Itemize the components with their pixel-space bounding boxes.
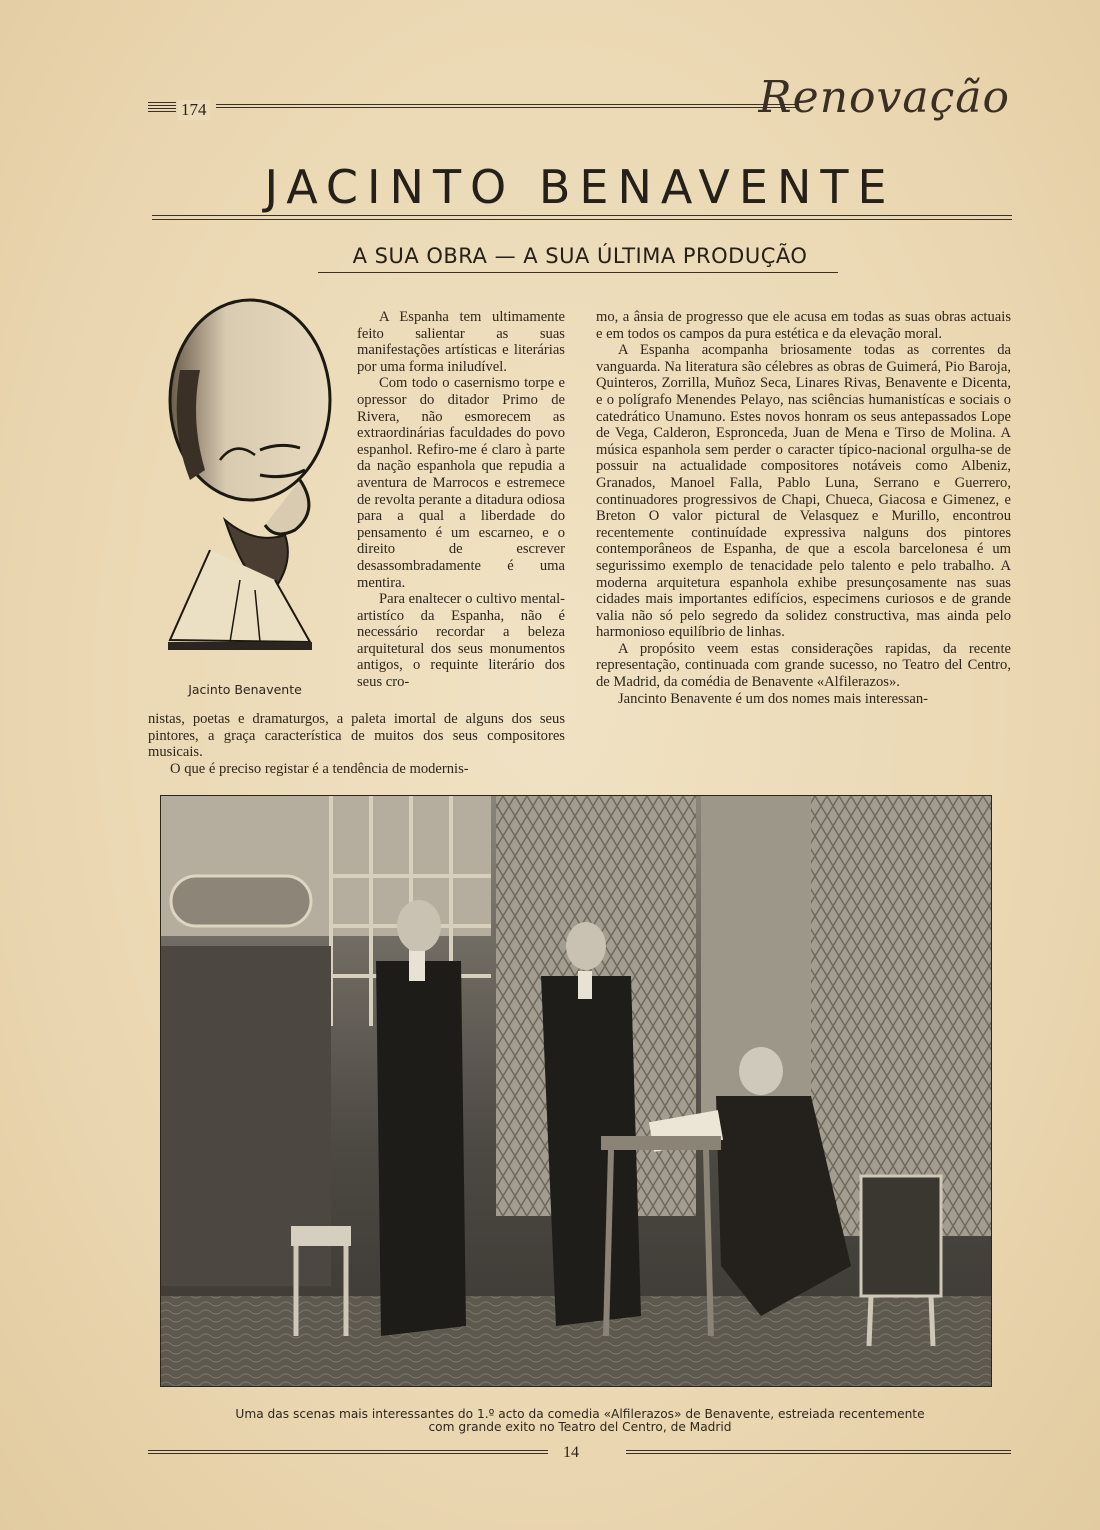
paragraph: mo, a ânsia de progresso que ele acusa em todas as suas obras actuais e em todos os campos da pura estética e da elevação moral. bbox=[596, 309, 1011, 342]
column-2 bbox=[596, 309, 1011, 707]
paragraph: Jancinto Benavente é um dos nomes mais interessan- bbox=[618, 690, 929, 707]
page-number: 174 bbox=[178, 100, 210, 120]
sheet-number: 14 bbox=[563, 1444, 579, 1461]
masthead-logo: Renovação bbox=[758, 72, 1010, 123]
column-1-narrow bbox=[357, 309, 565, 691]
paragraph: A Espanha tem ultimamente feito salientar as suas manifestações artísticas e literárias por uma forma iniludível. bbox=[357, 309, 565, 375]
photo-caption-line-1: Uma das scenas mais interessantes do 1.º acto da comedia «Alfilerazos» de Benavente, estreiada recentemente bbox=[235, 1407, 925, 1421]
header-rule-left bbox=[148, 102, 176, 106]
footer-rule-right bbox=[626, 1450, 1011, 1454]
subtitle-rule bbox=[318, 272, 838, 273]
photo-caption bbox=[190, 1408, 970, 1434]
header-rule-right bbox=[216, 104, 796, 108]
header-rule-left-2 bbox=[148, 108, 176, 112]
paragraph: Para enaltecer o cultivo mental-artistíco da Espanha, não é necessário recordar a beleza arquitetural dos seus monumentos antigos, o requinte literário dos seus cro- bbox=[357, 591, 565, 691]
paragraph: nistas, poetas e dramaturgos, a paleta imortal de alguns dos seus pintores, a graça característica de muitos dos seus compositores musicais. bbox=[148, 711, 565, 761]
article-title: JACINTO BENAVENTE bbox=[264, 160, 896, 214]
footer-rule-left bbox=[148, 1450, 548, 1454]
theatre-scene-photo bbox=[160, 795, 992, 1387]
paragraph: A Espanha acompanha briosamente todas as correntes da vanguarda. Na literatura são célebres as obras de Guimerá, Pio Baroja, Quinteros, Zorrilla, Muñoz Seca, Linares Rivas, Benavente e Dicenta, e o polígrafo Menendes Pelayo, nas sciências humanistícas e sociais o catedrático Unamuno. Estes novos honram os seus antepassados Lope de Vega, Calderon, Espronceda, Juan de Mena e Tirso de Molina. A música espanhola sem perder o caracter típico-nacional orgulha-se de possuir na actualidade compositores notáveis como Albeniz, Granados, Manoel Falla, Pablo Luna, Serrano e Guerrero, continuadores progressivos de Chapi, Chueca, Giacosa e Gimenez, e Breton O valor pictural de Velasquez e Murillo, encontrou recentemente continuídade expressiva nalguns dos pintores contemporâneos de Espanha, de que a escola barcelonesa é um segurissimo exemplo de tenacidade pelo talento e pelo trabalho. A moderna arquitetura espanhola exhibe presunçosamente nas suas cidades mais importantes edifícios, especimens curiosos e de grande valia não só pelo segredo da solidez constructiva, mas ainda pelo harmonioso equilíbrio de linhas. bbox=[596, 342, 1011, 641]
column-1-continuation bbox=[148, 711, 565, 777]
paragraph: A propósito veem estas considerações rapidas, da recente representação, continuada com grande sucesso, no Teatro del Centro, de Madrid, da comédia de Benavente «Alfilerazos». bbox=[596, 640, 1011, 691]
caricature-drawing bbox=[150, 290, 340, 670]
title-rule bbox=[152, 215, 1012, 216]
page-footer bbox=[148, 1444, 1013, 1464]
paragraph: O que é preciso registar é a tendência de modernis- bbox=[170, 760, 469, 777]
page-header bbox=[148, 72, 1010, 130]
title-rule-2 bbox=[152, 219, 1012, 220]
caricature-caption: Jacinto Benavente bbox=[188, 682, 302, 697]
article-subtitle: A SUA OBRA — A SUA ÚLTIMA PRODUÇÃO bbox=[352, 244, 808, 268]
paragraph: Com todo o casernismo torpe e opressor do ditador Primo de Rivera, não esmorecem as extraordinárias faculdades do povo espanhol. Refiro-me é claro à parte da nação espanhola que repudia a aventura de Marrocos e estremece de revolta perante a ditadura odiosa para a qual a liberdade do pensamento é um escarneo, e o direito de escrever desassombradamente é uma mentira. bbox=[357, 375, 565, 591]
photo-caption-line-2: com grande exito no Teatro del Centro, de Madrid bbox=[428, 1420, 732, 1434]
